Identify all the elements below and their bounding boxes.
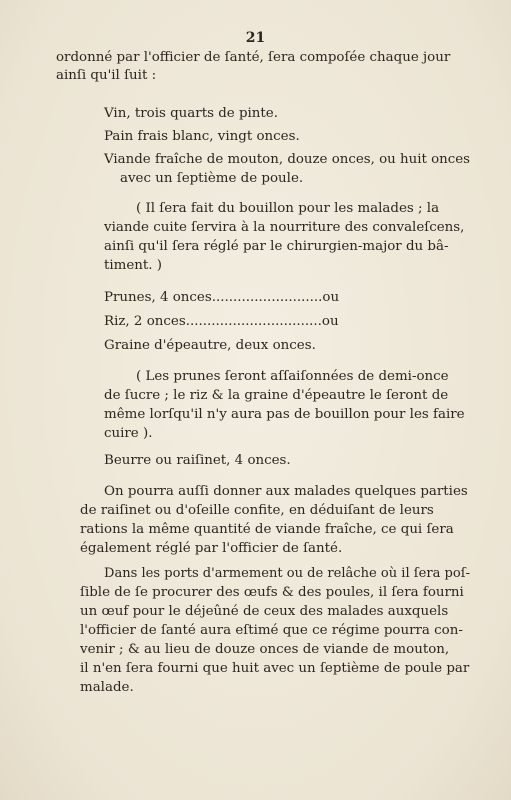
page-number: 21 <box>245 30 266 46</box>
text-line: Prunes, 4 onces..........................ou <box>104 290 340 305</box>
text-line: Dans les ports d'armement ou de relâche où il ſera poſ- <box>104 566 470 581</box>
text-line: l'officier de ſanté aura eſtimé que ce régime pourra con- <box>80 623 463 638</box>
text-line: il n'en ſera fourni que huit avec un ſeptième de poule par <box>80 661 470 676</box>
text-line: ordonné par l'officier de ſanté, ſera compoſée chaque jour <box>56 50 451 65</box>
text-line: ( Les prunes ſeront aſſaiſonnées de demi-once <box>136 369 449 384</box>
text-line: ainſi qu'il ſera réglé par le chirurgien-major du bâ- <box>104 239 449 254</box>
text-line: même lorſqu'il n'y aura pas de bouillon pour les faire <box>104 407 465 422</box>
text-line: avec un ſeptième de poule. <box>120 171 304 186</box>
text-line: Beurre ou raiſinet, 4 onces. <box>104 453 291 468</box>
text-line: Riz, 2 onces................................ou <box>104 314 339 329</box>
text-line: venir ; & au lieu de douze onces de viande de mouton, <box>80 642 450 657</box>
text-line: Viande fraîche de mouton, douze onces, ou huit onces <box>104 152 471 167</box>
text-line: rations la même quantité de viande fraîche, ce qui ſera <box>80 522 454 537</box>
text-line: un œuf pour le déjeûné de ceux des malades auxquels <box>80 604 449 619</box>
text-line: ainſi qu'il ſuit : <box>56 68 157 83</box>
text-line: ( Il ſera fait du bouillon pour les malades ; la <box>136 201 440 216</box>
text-line: Graine d'épeautre, deux onces. <box>104 338 316 353</box>
text-line: de ſucre ; le riz & la graine d'épeautre le ſeront de <box>104 388 449 403</box>
text-line: ſible de ſe procurer des œufs & des poules, il ſera fourni <box>80 585 464 600</box>
text-line: cuire ). <box>104 426 153 441</box>
text-line: viande cuite ſervira à la nourriture des convaleſcens, <box>104 220 465 235</box>
text-line: Pain frais blanc, vingt onces. <box>104 129 300 144</box>
text-line: également réglé par l'officier de ſanté. <box>80 541 343 556</box>
text-line: On pourra auſſi donner aux malades quelques parties <box>104 484 468 499</box>
text-line: de raiſinet ou d'oſeille confite, en déduiſant de leurs <box>80 503 434 518</box>
text-line: Vin, trois quarts de pinte. <box>104 106 278 121</box>
text-line: malade. <box>80 680 134 695</box>
text-line: timent. ) <box>104 258 163 273</box>
